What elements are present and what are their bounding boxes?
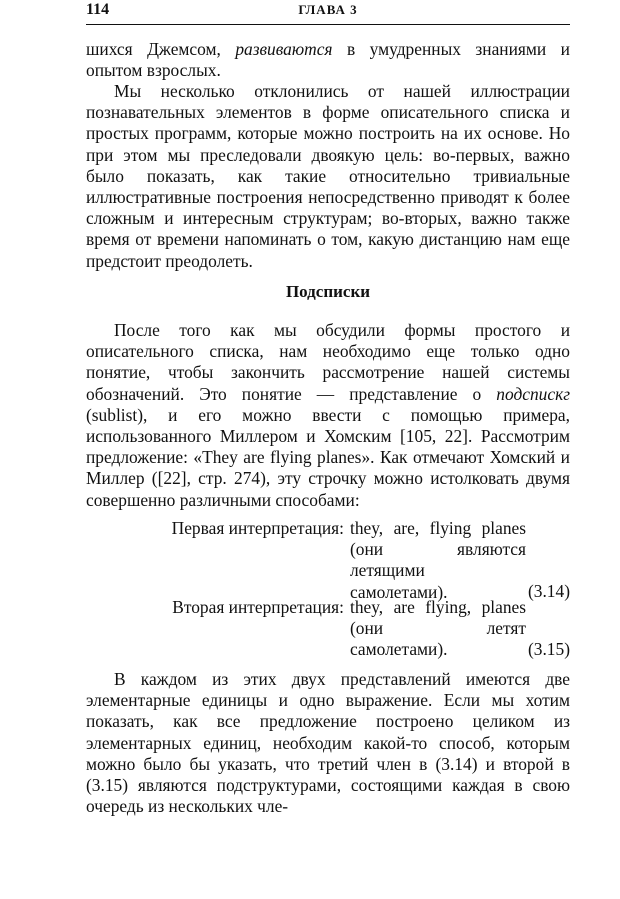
para3-text-a: После того как мы обсудили формы простого и описательного списка, нам необходимо еще только одно понятие, чтобы закончить рассмотрение нашей системы обозначений. Это понятие — представление о <box>86 320 570 404</box>
page-number: 114 <box>86 1 110 18</box>
interpretation-text-content: they, are flying, planes (они летят самолетами). <box>350 597 526 660</box>
paragraph-representations <box>86 669 570 817</box>
para3-text-b: (sublist), и его можно ввести с помощью примера, использованного Миллером и Хомским [105, 22]. Рассмотрим предложение: «They are flying planes». Как отмечают Хомский и Миллер ([22], стр. 274), эту строчку можно истолковать двумя совершенно различными способами: <box>86 404 570 510</box>
interpretation-1 <box>86 518 570 602</box>
para3-italic: подспискг <box>496 383 570 404</box>
para1-italic: развиваются <box>235 39 333 59</box>
paragraph-sublists <box>86 320 570 511</box>
paragraph-digression <box>86 81 570 272</box>
interpretation-text-content: they, are, flying planes (они являются летящими самолетами). <box>350 518 526 602</box>
para1-text-b: в умудренных знаниями и опытом взрослых. <box>86 39 570 81</box>
interpretation-text <box>350 597 526 661</box>
paragraph-continuation <box>86 39 570 81</box>
para4-text: В каждом из этих двух представлений имеются две элементарные единицы и одно выражение. Если мы хотим показать, как все предложение построено целиком из элементарных единиц, необходим какой-то способ, которым можно было бы указать, что третий член в (3.14) и второй в (3.15) являются подструктурами, состоящими каждая в свою очередь из нескольких чле- <box>86 669 570 817</box>
para1-text-a: шихся Джемсом, <box>86 39 236 59</box>
section-heading: Подсписки <box>285 282 371 301</box>
para2-text: Мы несколько отклонились от нашей иллюстрации познавательных элементов в форме описательного списка и простых программ, которые можно построить на их основе. Но при этом мы преследовали двоякую цель: во-первых, важно было показать, как такие относительно тривиальные иллюстративные построения непосредственно приводят к более сложным и интересным структурам; во-вторых, важно также время от времени напоминать о том, какую дистанцию нам еще предстоит преодолеть. <box>86 81 570 271</box>
interpretation-label: Первая интерпретация: <box>171 518 344 538</box>
running-header <box>86 0 570 25</box>
equation-number: (3.14) <box>527 581 570 601</box>
interpretation-2 <box>86 597 570 661</box>
chapter-title: ГЛАВА 3 <box>298 2 358 17</box>
interpretation-label: Вторая интерпретация: <box>172 597 344 617</box>
equation-number: (3.15) <box>527 639 570 659</box>
interpretation-text <box>350 518 526 603</box>
